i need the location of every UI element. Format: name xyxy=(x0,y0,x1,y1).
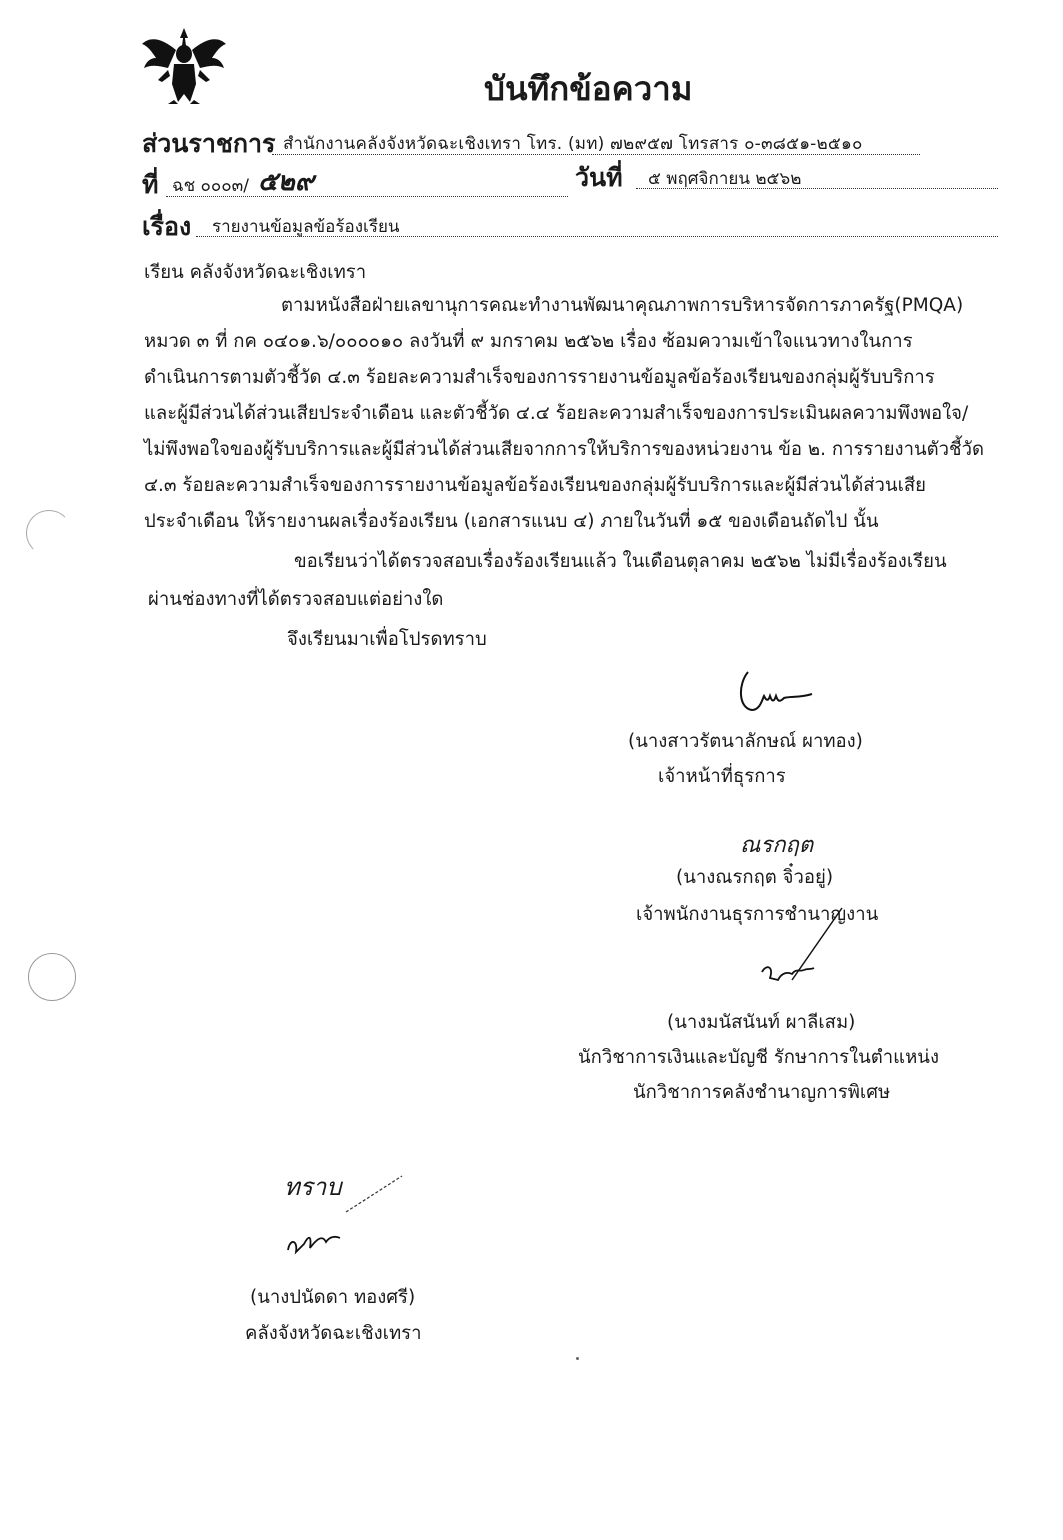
ref-dotted-line xyxy=(166,196,568,197)
para1-line: หมวด ๓ ที่ กค ๐๔๐๑.๖/๐๐๐๐๑๐ ลงวันที่ ๙ มกราคม ๒๕๖๒ เรื่อง ซ้อมความเข้าใจแนวทางในการ xyxy=(144,331,913,352)
para1-line: ไม่พึงพอใจของผู้รับบริการและผู้มีส่วนได้ส่วนเสียจากการให้บริการของหน่วยงาน ข้อ ๒. การรายงานตัวชี้วัด xyxy=(144,439,984,460)
approve-note-handwritten: ทราบ xyxy=(284,1173,342,1201)
addressee: เรียน คลังจังหวัดฉะเชิงเทรา xyxy=(144,262,367,283)
para1-line: ประจำเดือน ให้รายงานผลเรื่องร้องเรียน (เอกสารแนบ ๔) ภายในวันที่ ๑๕ ของเดือนถัดไป นั้น xyxy=(144,511,879,532)
signer-2-handwritten: ณรกฤต xyxy=(740,833,814,858)
agency-dotted-line xyxy=(272,154,920,155)
subject-label: เรื่อง xyxy=(142,212,192,241)
signer-1-name: (นางสาวรัตนาลักษณ์ ผาทอง) xyxy=(628,731,863,752)
signer-2-name: (นางณรกฤต จิ๋วอยู่) xyxy=(676,867,834,888)
para1-line: และผู้มีส่วนได้ส่วนเสียประจำเดือน และตัวชี้วัด ๔.๔ ร้อยละความสำเร็จของการประเมินผลความพึงพอใจ/ xyxy=(144,403,969,424)
para1-line: ตามหนังสือฝ่ายเลขานุการคณะทำงานพัฒนาคุณภาพการบริหารจัดการภาครัฐ(PMQA) xyxy=(281,295,964,316)
signer-2-position: เจ้าพนักงานธุรการชำนาญงาน xyxy=(636,904,879,925)
signer-3-name: (นางมนัสนันท์ ผาลีเสม) xyxy=(667,1012,856,1033)
closing-line: จึงเรียนมาเพื่อโปรดทราบ xyxy=(287,629,487,650)
ref-handwritten-number: ๕๒๙ xyxy=(258,167,314,197)
signature-1-icon xyxy=(734,664,816,722)
ref-value: ฉช ๐๐๐๓/ xyxy=(172,176,249,196)
signer-4-name: (นางปนัดดา ทองศรี) xyxy=(250,1287,416,1308)
signer-4-position: คลังจังหวัดฉะเชิงเทรา xyxy=(245,1323,422,1344)
para2-line: ขอเรียนว่าได้ตรวจสอบเรื่องร้องเรียนแล้ว ในเดือนตุลาคม ๒๕๖๒ ไม่มีเรื่องร้องเรียน xyxy=(294,551,947,572)
para1-line: ๔.๓ ร้อยละความสำเร็จของการรายงานข้อมูลข้อร้องเรียนของกลุ่มผู้รับบริการและผู้มีส่วนได้ส่วนเสีย xyxy=(144,475,927,496)
signature-3-icon xyxy=(756,902,848,994)
para1-line: ดำเนินการตามตัวชี้วัด ๔.๓ ร้อยละความสำเร็จของการรายงานข้อมูลข้อร้องเรียนของกลุ่มผู้รับบริการ xyxy=(144,367,935,388)
signer-3-position: นักวิชาการเงินและบัญชี รักษาการในตำแหน่ง xyxy=(578,1047,939,1068)
date-value: ๕ พฤศจิกายน ๒๕๖๒ xyxy=(648,169,802,189)
subject-dotted-line xyxy=(196,236,998,237)
date-label: วันที่ xyxy=(575,163,623,192)
scan-speck xyxy=(576,1357,579,1360)
agency-value: สำนักงานคลังจังหวัดฉะเชิงเทรา โทร. (มท) ๗๒๙๕๗ โทรสาร ๐-๓๘๕๑-๒๕๑๐ xyxy=(283,134,863,154)
punch-hole-mark xyxy=(28,953,76,1001)
signer-1-position: เจ้าหน้าที่ธุรการ xyxy=(658,766,786,787)
garuda-emblem-icon xyxy=(138,24,230,106)
agency-label: ส่วนราชการ xyxy=(142,129,276,158)
ref-label: ที่ xyxy=(142,170,159,199)
signature-4-icon xyxy=(280,1172,410,1264)
date-dotted-line xyxy=(636,188,998,189)
memo-title: บันทึกข้อความ xyxy=(484,69,693,108)
punch-hole-mark xyxy=(26,510,72,556)
signer-3-position-2: นักวิชาการคลังชำนาญการพิเศษ xyxy=(633,1082,891,1103)
subject-value: รายงานข้อมูลข้อร้องเรียน xyxy=(212,217,400,237)
para2-line: ผ่านช่องทางที่ได้ตรวจสอบแต่อย่างใด xyxy=(148,589,444,610)
